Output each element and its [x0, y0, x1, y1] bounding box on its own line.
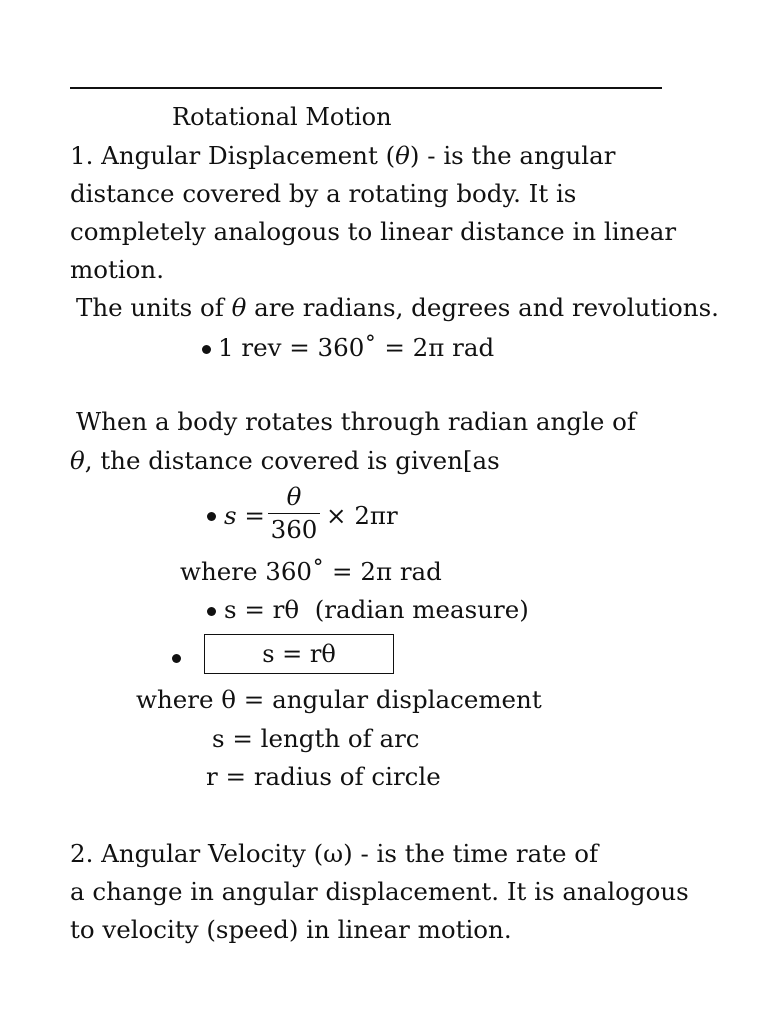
angular-displacement-heading-line — [70, 142, 615, 170]
distance-line-b: , the distance covered is given[as — [84, 446, 500, 475]
where-theta-line: where θ = angular displacement — [136, 685, 542, 714]
angular-velocity-line-2: a change in angular displacement. It is analogous — [70, 877, 689, 906]
rotates-line: When a body rotates through radian angle of — [76, 407, 636, 436]
formula1-fraction — [268, 483, 320, 544]
definition-line-2: distance covered by a rotating body. It is — [70, 179, 577, 208]
formula2: s = rθ — [224, 595, 300, 624]
where-s-line: s = length of arc — [212, 724, 420, 753]
boxed-formula — [204, 634, 394, 674]
page-title: Rotational Motion — [172, 103, 392, 131]
formula1-rhs: × 2πr — [326, 501, 398, 530]
formula1-s: s — [224, 501, 237, 530]
formula2-line — [224, 596, 529, 624]
where-r-line: r = radius of circle — [206, 762, 441, 791]
angular-displacement-heading-a: 1. Angular Displacement ( — [70, 141, 396, 170]
units-line — [76, 294, 719, 322]
top-rule — [70, 87, 662, 89]
bullet-icon — [207, 607, 216, 616]
units-line-a: The units of — [76, 293, 232, 322]
fraction-denominator: 360 — [270, 515, 318, 544]
units-line-b: are radians, degrees and revolutions. — [246, 293, 719, 322]
fraction-numerator: θ — [286, 482, 302, 511]
formula2-note: (radian measure) — [314, 595, 529, 624]
formula1-equals: = — [236, 501, 265, 530]
theta-symbol: θ — [395, 141, 410, 170]
units-theta-symbol: θ — [231, 293, 247, 322]
definition-line-4: motion. — [70, 255, 164, 284]
boxed-formula-text: s = rθ — [262, 640, 336, 668]
where-360-line: where 360˚ = 2π rad — [180, 557, 442, 586]
bullet-icon — [202, 345, 211, 354]
angular-displacement-heading-b: ) - is the angular — [409, 141, 616, 170]
bullet-icon — [207, 512, 216, 521]
definition-line-3: completely analogous to linear distance in linear — [70, 217, 677, 246]
angular-velocity-line-3: to velocity (speed) in linear motion. — [70, 915, 512, 944]
bullet-icon — [172, 654, 181, 663]
fraction-bar — [268, 513, 320, 514]
distance-theta-symbol: θ — [70, 446, 85, 475]
rev-conversion: 1 rev = 360˚ = 2π rad — [218, 333, 495, 362]
angular-velocity-heading: 2. Angular Velocity (ω) - is the time rate of — [70, 839, 599, 868]
distance-line — [70, 447, 500, 475]
formula1-lhs — [224, 502, 265, 530]
